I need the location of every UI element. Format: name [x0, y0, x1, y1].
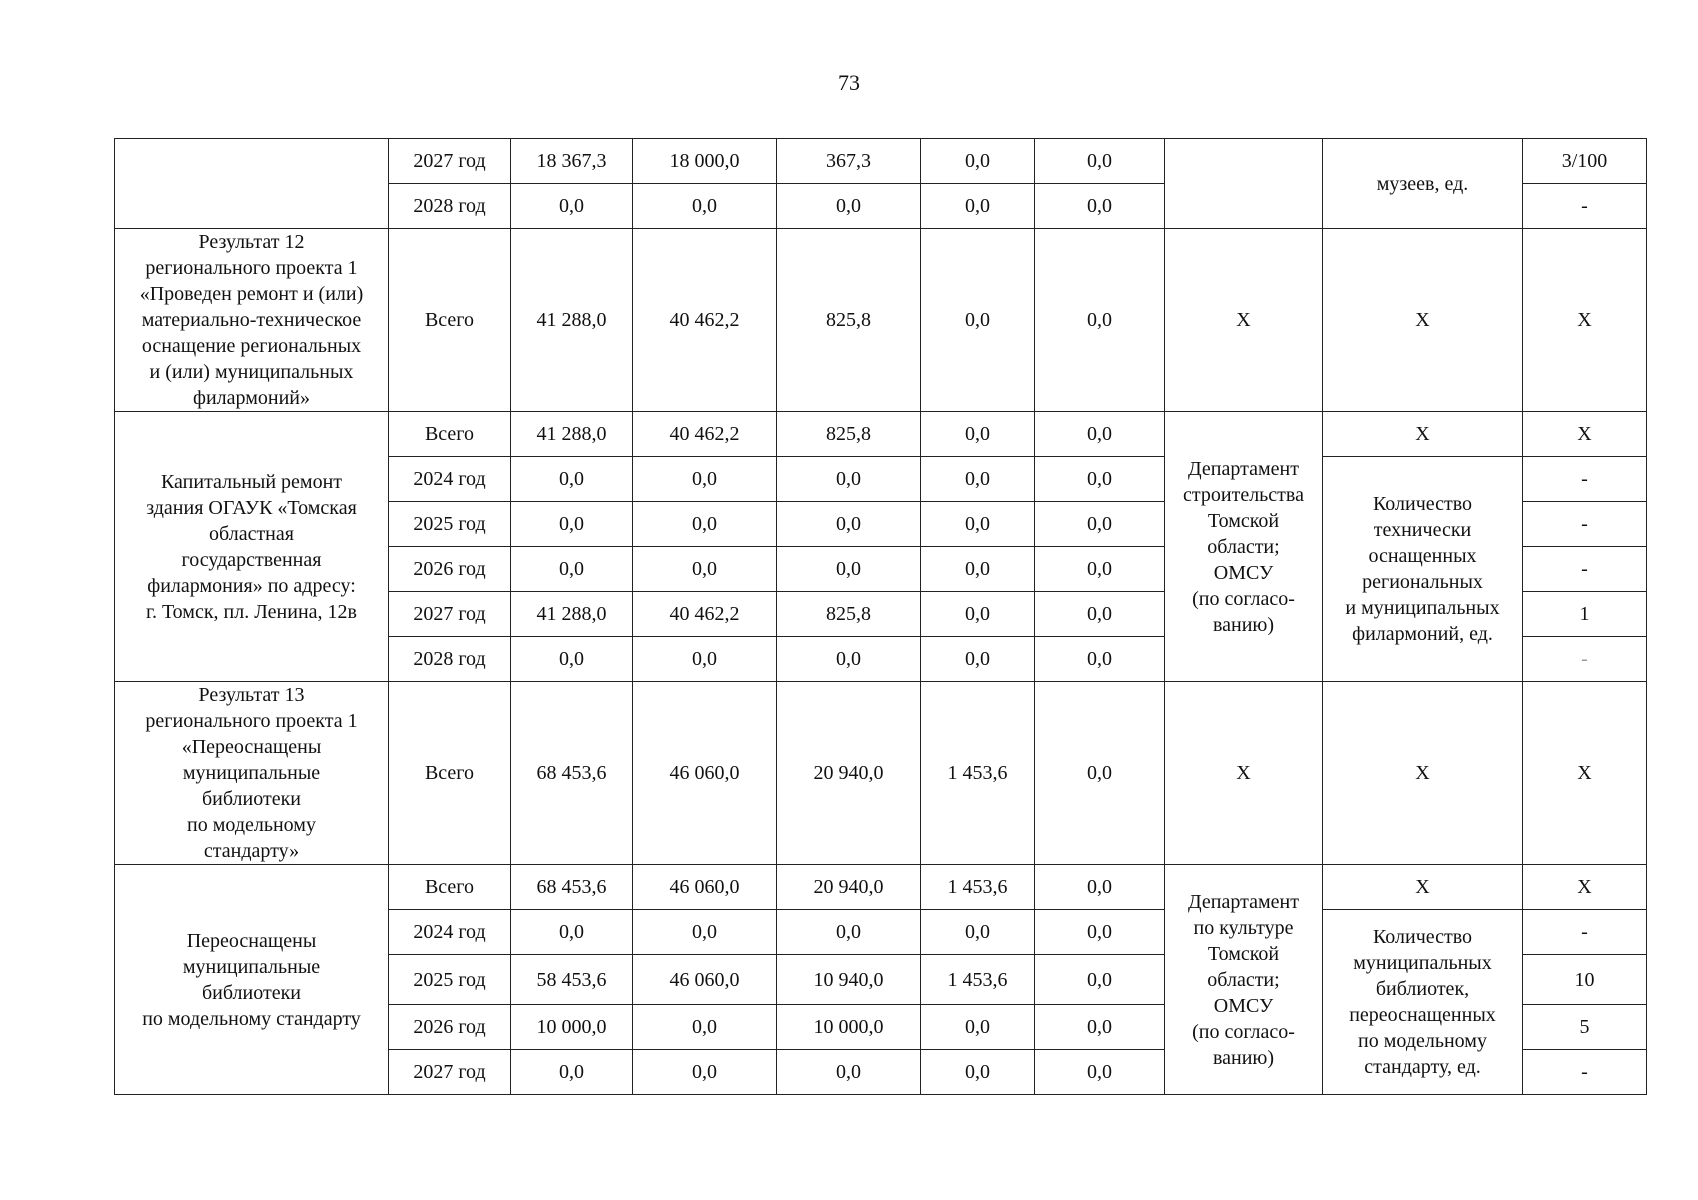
- value-cell: 0,0: [921, 457, 1035, 502]
- period-cell: 2027 год: [389, 1050, 511, 1095]
- value-cell: 0,0: [921, 1050, 1035, 1095]
- period-cell: 2027 год: [389, 139, 511, 184]
- target-cell: -: [1523, 184, 1647, 229]
- value-cell: 1 453,6: [921, 955, 1035, 1005]
- table-row: [115, 139, 1647, 184]
- value-cell: 0,0: [633, 1005, 777, 1050]
- value-cell: 0,0: [921, 184, 1035, 229]
- value-cell: 0,0: [511, 184, 633, 229]
- value-cell: 825,8: [777, 229, 921, 412]
- value-cell: 0,0: [1035, 1050, 1165, 1095]
- value-cell: 0,0: [633, 547, 777, 592]
- period-cell: 2027 год: [389, 592, 511, 637]
- period-cell: 2025 год: [389, 502, 511, 547]
- empty-name-cell: [115, 139, 389, 229]
- period-cell: Всего: [389, 229, 511, 412]
- value-cell: 0,0: [1035, 457, 1165, 502]
- target-cell: Х: [1523, 412, 1647, 457]
- period-cell: 2028 год: [389, 637, 511, 682]
- value-cell: 68 453,6: [511, 682, 633, 865]
- indicator-cell: Х: [1323, 682, 1523, 865]
- empty-executor-cell: [1165, 139, 1323, 229]
- value-cell: 0,0: [921, 592, 1035, 637]
- period-cell: 2026 год: [389, 547, 511, 592]
- value-cell: 20 940,0: [777, 865, 921, 910]
- value-cell: 0,0: [633, 1050, 777, 1095]
- target-cell: Х: [1523, 865, 1647, 910]
- table-row: [115, 229, 1647, 412]
- value-cell: 825,8: [777, 412, 921, 457]
- target-cell: 5: [1523, 1005, 1647, 1050]
- value-cell: 0,0: [1035, 1005, 1165, 1050]
- value-cell: 0,0: [921, 1005, 1035, 1050]
- result-name-cell: Результат 13 регионального проекта 1 «Переоснащены муниципальные библиотеки по модельному стандарту»: [115, 682, 389, 865]
- value-cell: 0,0: [1035, 184, 1165, 229]
- value-cell: 0,0: [633, 457, 777, 502]
- target-cell: 3/100: [1523, 139, 1647, 184]
- value-cell: 0,0: [921, 139, 1035, 184]
- value-cell: 0,0: [1035, 637, 1165, 682]
- value-cell: 10 940,0: [777, 955, 921, 1005]
- table-row: [115, 682, 1647, 865]
- table-row: [115, 865, 1647, 910]
- value-cell: 0,0: [633, 637, 777, 682]
- value-cell: 1 453,6: [921, 682, 1035, 865]
- page-number: 73: [838, 70, 860, 95]
- target-cell: -: [1523, 1050, 1647, 1095]
- period-cell: 2026 год: [389, 1005, 511, 1050]
- value-cell: 0,0: [1035, 865, 1165, 910]
- value-cell: 40 462,2: [633, 412, 777, 457]
- value-cell: 0,0: [511, 637, 633, 682]
- measure-name-cell: Капитальный ремонт здания ОГАУК «Томская областная государственная филармония» по адресу: г. Томск, пл. Ленина, 12в: [115, 412, 389, 682]
- value-cell: 0,0: [511, 910, 633, 955]
- value-cell: 0,0: [921, 910, 1035, 955]
- value-cell: 10 000,0: [511, 1005, 633, 1050]
- value-cell: 68 453,6: [511, 865, 633, 910]
- executor-cell: Х: [1165, 682, 1323, 865]
- value-cell: 825,8: [777, 592, 921, 637]
- value-cell: 0,0: [511, 1050, 633, 1095]
- value-cell: 46 060,0: [633, 682, 777, 865]
- value-cell: 0,0: [633, 910, 777, 955]
- target-cell: Х: [1523, 682, 1647, 865]
- value-cell: 0,0: [633, 502, 777, 547]
- value-cell: 46 060,0: [633, 955, 777, 1005]
- value-cell: 0,0: [1035, 229, 1165, 412]
- value-cell: 0,0: [921, 637, 1035, 682]
- executor-cell: Х: [1165, 229, 1323, 412]
- value-cell: 0,0: [921, 547, 1035, 592]
- value-cell: 0,0: [777, 184, 921, 229]
- measure-name-cell: Переоснащены муниципальные библиотеки по модельному стандарту: [115, 865, 389, 1095]
- target-cell: -: [1523, 502, 1647, 547]
- value-cell: 0,0: [777, 1050, 921, 1095]
- value-cell: 0,0: [1035, 592, 1165, 637]
- target-cell: 10: [1523, 955, 1647, 1005]
- value-cell: 40 462,2: [633, 592, 777, 637]
- value-cell: 0,0: [777, 547, 921, 592]
- indicator-cell: музеев, ед.: [1323, 139, 1523, 229]
- value-cell: 1 453,6: [921, 865, 1035, 910]
- value-cell: 0,0: [1035, 502, 1165, 547]
- value-cell: 0,0: [511, 502, 633, 547]
- value-cell: 0,0: [777, 637, 921, 682]
- value-cell: 20 940,0: [777, 682, 921, 865]
- value-cell: 0,0: [921, 412, 1035, 457]
- indicator-cell: Х: [1323, 865, 1523, 910]
- value-cell: 367,3: [777, 139, 921, 184]
- table-row: [115, 412, 1647, 457]
- value-cell: 0,0: [1035, 682, 1165, 865]
- value-cell: 41 288,0: [511, 592, 633, 637]
- value-cell: 58 453,6: [511, 955, 633, 1005]
- period-cell: 2025 год: [389, 955, 511, 1005]
- value-cell: 41 288,0: [511, 412, 633, 457]
- result-name-cell: Результат 12 регионального проекта 1 «Проведен ремонт и (или) материально-техническое оснащение региональных и (или) муниципальных филармоний»: [115, 229, 389, 412]
- value-cell: 18 367,3: [511, 139, 633, 184]
- value-cell: 0,0: [1035, 547, 1165, 592]
- indicator-cell: Х: [1323, 412, 1523, 457]
- value-cell: 0,0: [511, 547, 633, 592]
- value-cell: 0,0: [921, 502, 1035, 547]
- executor-cell: Департамент по культуре Томской области; ОМСУ (по согласо- ванию): [1165, 865, 1323, 1095]
- indicator-cell: Х: [1323, 229, 1523, 412]
- value-cell: 46 060,0: [633, 865, 777, 910]
- indicator-cell: Количество технически оснащенных региональных и муниципальных филармоний, ед.: [1323, 457, 1523, 682]
- period-cell: 2028 год: [389, 184, 511, 229]
- value-cell: 0,0: [921, 229, 1035, 412]
- period-cell: 2024 год: [389, 457, 511, 502]
- target-cell: Х: [1523, 229, 1647, 412]
- target-cell: -: [1523, 547, 1647, 592]
- value-cell: 40 462,2: [633, 229, 777, 412]
- period-cell: Всего: [389, 865, 511, 910]
- budget-table: [114, 138, 1647, 1095]
- indicator-cell: Количество муниципальных библиотек, переоснащенных по модельному стандарту, ед.: [1323, 910, 1523, 1095]
- value-cell: 0,0: [1035, 955, 1165, 1005]
- value-cell: 10 000,0: [777, 1005, 921, 1050]
- period-cell: 2024 год: [389, 910, 511, 955]
- value-cell: 41 288,0: [511, 229, 633, 412]
- period-cell: Всего: [389, 412, 511, 457]
- value-cell: 0,0: [1035, 412, 1165, 457]
- value-cell: 0,0: [1035, 910, 1165, 955]
- value-cell: 0,0: [777, 502, 921, 547]
- value-cell: 0,0: [777, 910, 921, 955]
- target-cell: 1: [1523, 592, 1647, 637]
- period-cell: Всего: [389, 682, 511, 865]
- value-cell: 0,0: [777, 457, 921, 502]
- value-cell: 0,0: [1035, 139, 1165, 184]
- executor-cell: Департамент строительства Томской области; ОМСУ (по согласо- ванию): [1165, 412, 1323, 682]
- value-cell: 18 000,0: [633, 139, 777, 184]
- target-cell: -: [1523, 457, 1647, 502]
- target-cell: -: [1523, 637, 1647, 682]
- target-cell: -: [1523, 910, 1647, 955]
- value-cell: 0,0: [633, 184, 777, 229]
- value-cell: 0,0: [511, 457, 633, 502]
